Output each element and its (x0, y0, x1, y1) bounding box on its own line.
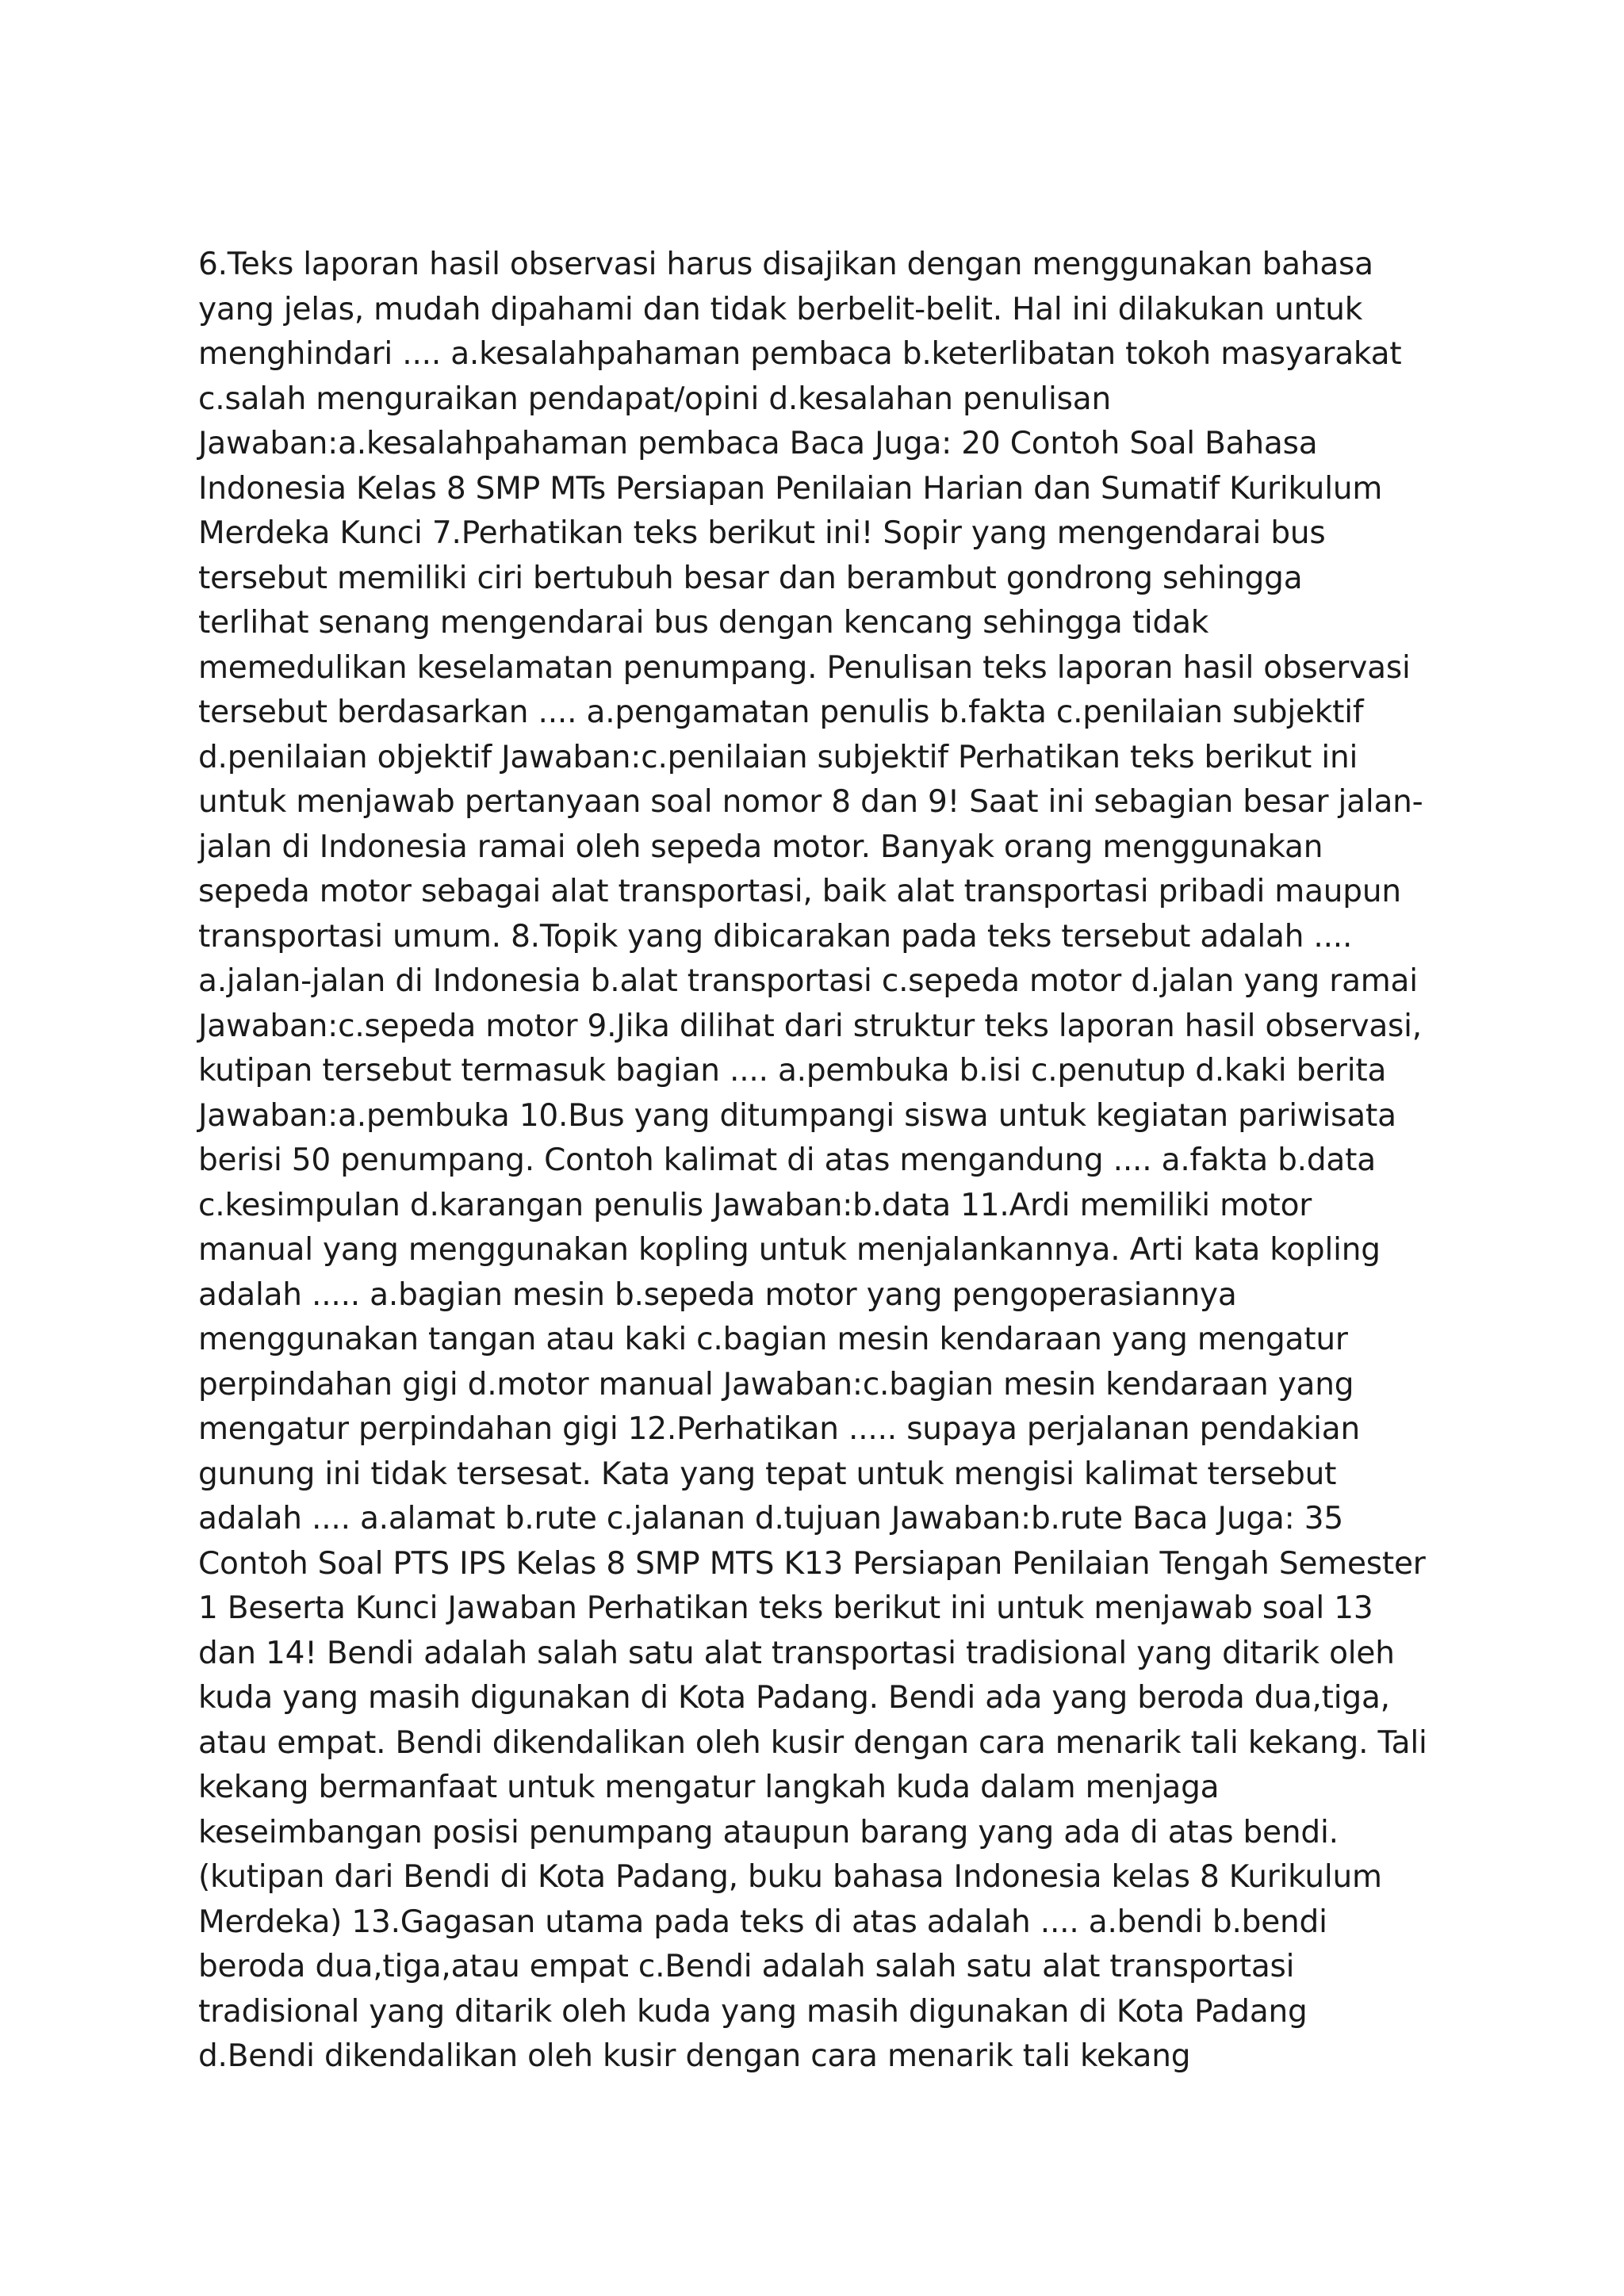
text-line: memedulikan keselamatan penumpang. Penulisan teks laporan hasil observasi (198, 649, 1411, 686)
text-line: keseimbangan posisi penumpang ataupun barang yang ada di atas bendi. (198, 1814, 1339, 1850)
text-line: a.jalan-jalan di Indonesia b.alat transportasi c.sepeda motor d.jalan yang ramai (198, 963, 1418, 999)
text-line: jalan di Indonesia ramai oleh sepeda motor. Banyak orang menggunakan (198, 828, 1323, 865)
text-line: terlihat senang mengendarai bus dengan kencang sehingga tidak (198, 605, 1209, 641)
text-line: Merdeka) 13.Gagasan utama pada teks di atas adalah .... a.bendi b.bendi (198, 1904, 1327, 1940)
text-line: (kutipan dari Bendi di Kota Padang, buku bahasa Indonesia kelas 8 Kurikulum (198, 1859, 1382, 1895)
text-line: perpindahan gigi d.motor manual Jawaban:c.bagian mesin kendaraan yang (198, 1366, 1354, 1402)
text-line: kekang bermanfaat untuk mengatur langkah kuda dalam menjaga (198, 1770, 1220, 1805)
text-line: yang jelas, mudah dipahami dan tidak berbelit-belit. Hal ini dilakukan untuk (198, 291, 1363, 327)
text-line: dan 14! Bendi adalah salah satu alat transportasi tradisional yang ditarik oleh (198, 1635, 1395, 1671)
text-line: Jawaban:a.pembuka 10.Bus yang ditumpangi siswa untuk kegiatan pariwisata (198, 1097, 1396, 1134)
text-line: d.penilaian objektif Jawaban:c.penilaian subjektif Perhatikan teks berikut ini (198, 739, 1358, 775)
text-line: d.Bendi dikendalikan oleh kusir dengan cara menarik tali kekang (198, 2038, 1191, 2074)
text-line: Contoh Soal PTS IPS Kelas 8 SMP MTS K13 Persiapan Penilaian Tengah Semester (198, 1545, 1426, 1582)
text-line: kuda yang masih digunakan di Kota Padang. Bendi ada yang beroda dua,tiga, (198, 1680, 1390, 1716)
text-line: menghindari .... a.kesalahpahaman pembaca b.keterlibatan tokoh masyarakat (198, 336, 1402, 372)
text-line: 6.Teks laporan hasil observasi harus disajikan dengan menggunakan bahasa (198, 247, 1373, 282)
text-line: sepeda motor sebagai alat transportasi, baik alat transportasi pribadi maupun (198, 874, 1401, 909)
text-line: atau empat. Bendi dikendalikan oleh kusir dengan cara menarik tali kekang. Tali (198, 1724, 1427, 1761)
text-line: berisi 50 penumpang. Contoh kalimat di atas mengandung .... a.fakta b.data (198, 1142, 1376, 1178)
text-line: adalah ..... a.bagian mesin b.sepeda motor yang pengoperasiannya (198, 1276, 1237, 1313)
text-line: kutipan tersebut termasuk bagian .... a.pembuka b.isi c.penutup d.kaki berita (198, 1053, 1387, 1089)
text-line: 1 Beserta Kunci Jawaban Perhatikan teks berikut ini untuk menjawab soal 13 (198, 1590, 1373, 1626)
text-line: manual yang menggunakan kopling untuk menjalankannya. Arti kata kopling (198, 1232, 1381, 1268)
text-line: menggunakan tangan atau kaki c.bagian mesin kendaraan yang mengatur (198, 1322, 1348, 1357)
text-line: tersebut memiliki ciri bertubuh besar dan berambut gondrong sehingga (198, 560, 1303, 596)
text-line: Jawaban:c.sepeda motor 9.Jika dilihat dari struktur teks laporan hasil observasi, (198, 1008, 1423, 1044)
text-line: Merdeka Kunci 7.Perhatikan teks berikut ini! Sopir yang mengendarai bus (198, 515, 1326, 551)
text-line: tradisional yang ditarik oleh kuda yang masih digunakan di Kota Padang (198, 1993, 1308, 2030)
text-line: gunung ini tidak tersesat. Kata yang tepat untuk mengisi kalimat tersebut (198, 1456, 1337, 1492)
text-line: tersebut berdasarkan .... a.pengamatan penulis b.fakta c.penilaian subjektif (198, 695, 1364, 730)
text-line: Jawaban:a.kesalahpahaman pembaca Baca Juga: 20 Contoh Soal Bahasa (198, 426, 1318, 461)
text-line: transportasi umum. 8.Topik yang dibicarakan pada teks tersebut adalah .... (198, 918, 1353, 955)
text-line: Indonesia Kelas 8 SMP MTs Persiapan Penilaian Harian dan Sumatif Kurikulum (198, 470, 1383, 507)
text-line: c.kesimpulan d.karangan penulis Jawaban:b.data 11.Ardi memiliki motor (198, 1187, 1312, 1223)
text-line: untuk menjawab pertanyaan soal nomor 8 dan 9! Saat ini sebagian besar jalan- (198, 784, 1423, 820)
text-line: mengatur perpindahan gigi 12.Perhatikan ..... supaya perjalanan pendakian (198, 1411, 1361, 1447)
text-line: beroda dua,tiga,atau empat c.Bendi adalah salah satu alat transportasi (198, 1949, 1295, 1984)
body-text (198, 243, 1451, 2080)
text-line: c.salah menguraikan pendapat/opini d.kesalahan penulisan (198, 381, 1111, 417)
text-line: adalah .... a.alamat b.rute c.jalanan d.tujuan Jawaban:b.rute Baca Juga: 35 (198, 1501, 1343, 1536)
